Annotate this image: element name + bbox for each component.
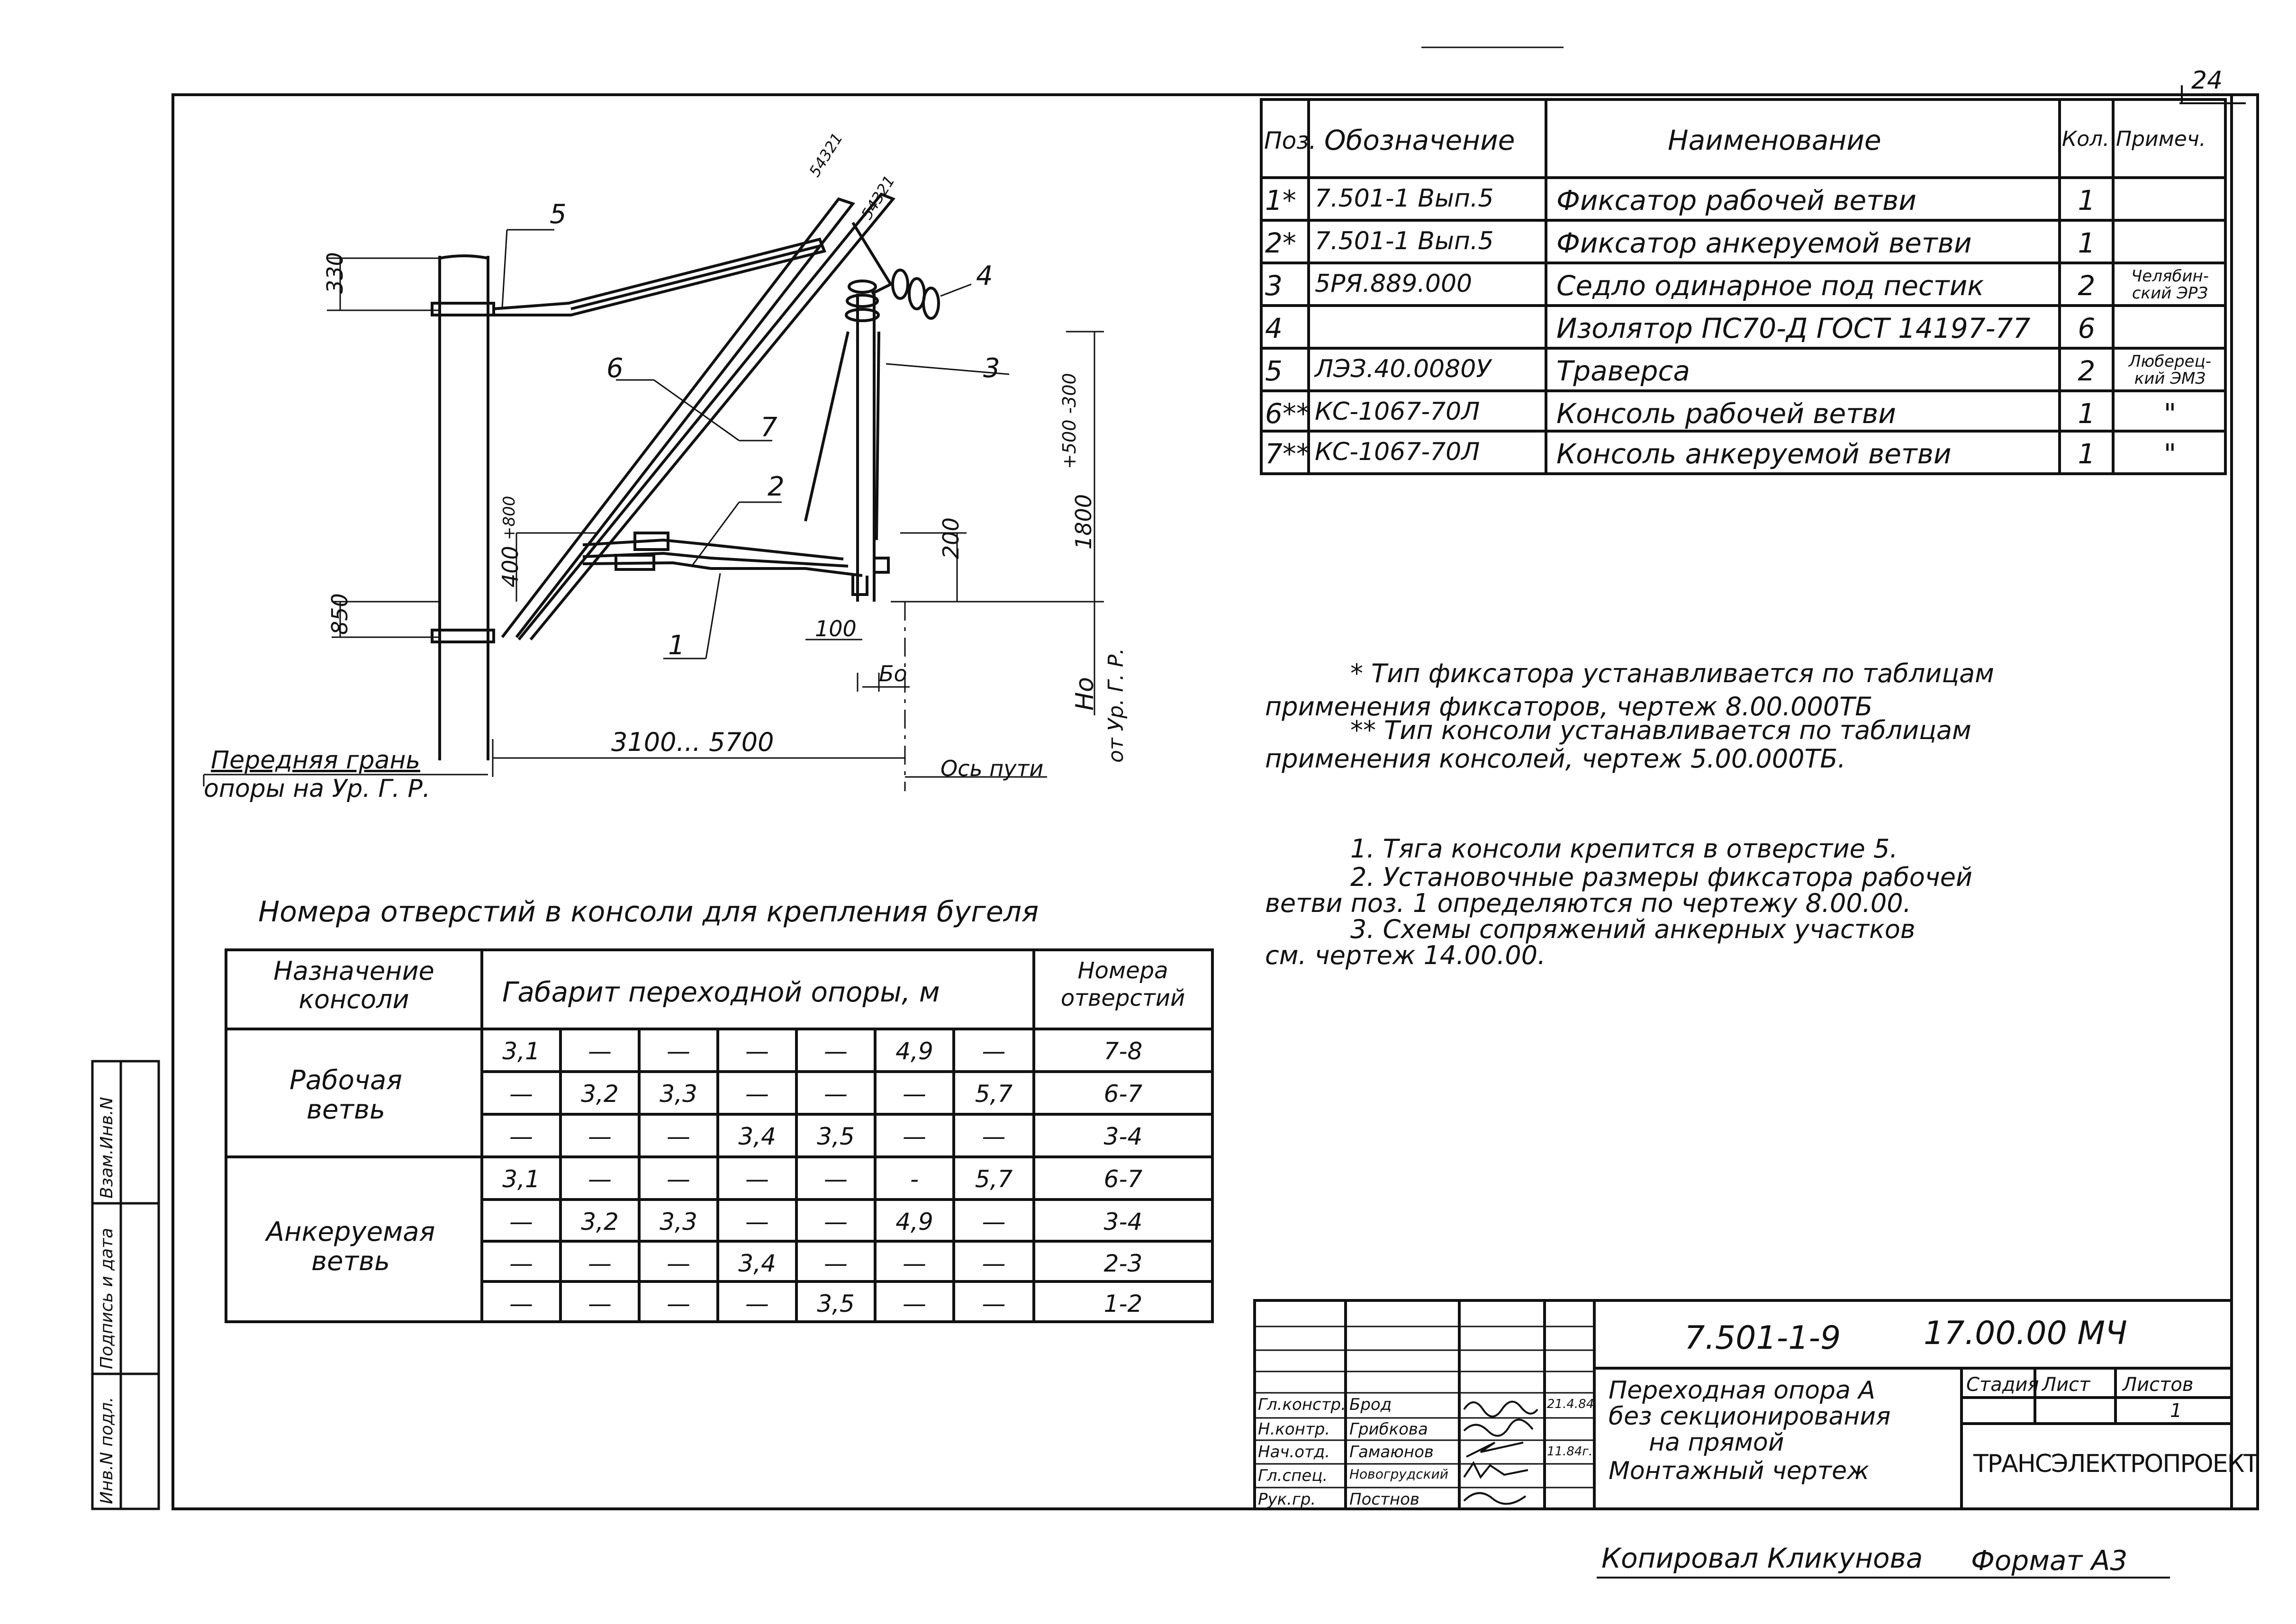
front-face-line1: Передняя грань bbox=[211, 746, 420, 775]
holes-cell-g2-r4-c8: 1-2 bbox=[1103, 1290, 1143, 1317]
holes-cell-g2-r3-c7: — bbox=[982, 1250, 1006, 1277]
note-star1-line1: * Тип фиксатора устанавливается по таблицам bbox=[1350, 659, 1994, 688]
holes-cell-g1-r2-c3: 3,3 bbox=[660, 1080, 697, 1108]
stamp-vzam: Взам.Инв.N bbox=[97, 1097, 117, 1199]
holes-cell-g2-r1-c6: - bbox=[910, 1165, 919, 1193]
holes-cell-g2-r3-c5: — bbox=[824, 1250, 848, 1277]
holes-cell-g2-r2-c6: 4,9 bbox=[895, 1208, 933, 1236]
tb-name-3: Гамаюнов bbox=[1349, 1443, 1434, 1462]
holes-cell-g1-r2-c4: — bbox=[745, 1080, 769, 1108]
spec-cell-r4-c3: Изолятор ПС70-Д ГОСТ 14197-77 bbox=[1556, 312, 2031, 344]
sheets-label: Листов bbox=[2123, 1374, 2194, 1396]
dim-1800: 1800 bbox=[1071, 494, 1096, 550]
callout-4: 4 bbox=[976, 261, 993, 291]
dim-bo: Бо bbox=[879, 661, 907, 686]
holes-cell-g1-r1-c5: — bbox=[824, 1038, 848, 1065]
tb-name-5: Постнов bbox=[1349, 1490, 1419, 1509]
spec-cell-r5-c4: 2 bbox=[2078, 355, 2096, 387]
holes-cell-g1-r2-c1: — bbox=[509, 1080, 533, 1108]
holes-cell-g2-r4-c2: — bbox=[588, 1290, 612, 1317]
holes-cell-g2-r2-c5: — bbox=[824, 1208, 848, 1236]
title-line4: Монтажный чертеж bbox=[1609, 1457, 1869, 1485]
holes-cell-g1-r2-c5: — bbox=[824, 1080, 848, 1108]
front-face-line2: опоры на Ур. Г. Р. bbox=[204, 775, 431, 803]
holes-cell-g2-r2-c4: — bbox=[745, 1208, 769, 1236]
holes-cell-g2-r4-c4: — bbox=[745, 1290, 769, 1317]
spec-cell-r7-c3: Консоль анкеруемой ветви bbox=[1556, 438, 1952, 470]
dim-1800-tolerance: +500 -300 bbox=[1059, 373, 1080, 469]
spec-header-name: Наименование bbox=[1668, 124, 1881, 156]
dim-400-tolerance: +800 bbox=[500, 496, 519, 540]
spec-cell-r5-c5: Люберец-кий ЭМЗ bbox=[2129, 352, 2211, 388]
dim-850: 850 bbox=[327, 593, 353, 635]
holes-cell-g2-r2-c8: 3-4 bbox=[1103, 1208, 1143, 1236]
spec-cell-r1-c1: 1* bbox=[1265, 184, 1296, 217]
tb-role-2: Н.контр. bbox=[1258, 1420, 1330, 1439]
tb-role-3: Нач.отд. bbox=[1258, 1443, 1330, 1462]
note-2-line2: ветви поз. 1 определяются по чертежу 8.00.00. bbox=[1265, 888, 1911, 918]
holes-cell-g2-r1-c8: 6-7 bbox=[1103, 1165, 1143, 1193]
sheets-value: 1 bbox=[2170, 1400, 2182, 1422]
holes-cell-g1-r3-c1: — bbox=[509, 1123, 533, 1150]
spec-cell-r4-c4: 6 bbox=[2078, 312, 2096, 344]
dim-span: 3100... 5700 bbox=[611, 727, 774, 757]
holes-cell-g2-r4-c3: — bbox=[667, 1290, 690, 1317]
doc-number: 17.00.00 МЧ bbox=[1924, 1315, 2127, 1352]
track-axis-label: Ось пути bbox=[940, 756, 1044, 781]
dim-400: 400 bbox=[497, 546, 523, 587]
holes-cell-g2-r3-c2: — bbox=[588, 1250, 612, 1277]
tb-role-4: Гл.спец. bbox=[1258, 1466, 1328, 1485]
dim-100: 100 bbox=[815, 616, 857, 641]
callout-3: 3 bbox=[983, 353, 1000, 384]
holes-cell-g2-r3-c4: 3,4 bbox=[738, 1250, 776, 1277]
spec-header-code: Обозначение bbox=[1324, 124, 1515, 156]
holes-cell-g2-r1-c3: — bbox=[667, 1165, 690, 1193]
sheet-label: Лист bbox=[2042, 1374, 2090, 1396]
holes-cell-g1-r3-c8: 3-4 bbox=[1103, 1123, 1143, 1150]
spec-cell-r5-c2: ЛЭЗ.40.0080У bbox=[1315, 355, 1491, 383]
spec-cell-r7-c5: " bbox=[2163, 438, 2177, 470]
spec-cell-r3-c1: 3 bbox=[1265, 270, 1283, 302]
spec-cell-r5-c3: Траверса bbox=[1556, 355, 1690, 387]
title-line1: Переходная опора А bbox=[1609, 1376, 1875, 1405]
holes-cell-g1-r1-c3: — bbox=[667, 1038, 690, 1065]
holes-cell-g1-r1-c8: 7-8 bbox=[1103, 1038, 1143, 1065]
stamp-podpis: Подпись и дата bbox=[97, 1227, 117, 1369]
tb-date-1: 21.4.84 bbox=[1547, 1397, 1594, 1411]
spec-cell-r6-c5: " bbox=[2163, 397, 2177, 430]
dim-ho-sub: от Ур. Г. Р. bbox=[1104, 648, 1128, 763]
spec-cell-r3-c3: Седло одинарное под пестик bbox=[1556, 270, 1984, 302]
stage-label: Стадия bbox=[1966, 1374, 2039, 1396]
spec-cell-r1-c4: 1 bbox=[2078, 184, 2096, 217]
dim-200: 200 bbox=[938, 517, 964, 559]
spec-cell-r4-c1: 4 bbox=[1265, 312, 1283, 344]
spec-cell-r1-c3: Фиксатор рабочей ветви bbox=[1556, 184, 1916, 217]
holes-cell-g1-r3-c5: 3,5 bbox=[817, 1123, 855, 1150]
callout-6: 6 bbox=[606, 353, 624, 384]
holes-cell-g1-r1-c6: 4,9 bbox=[895, 1038, 933, 1065]
note-1: 1. Тяга консоли крепится в отверстие 5. bbox=[1350, 834, 1898, 864]
holes-cell-g1-r2-c8: 6-7 bbox=[1103, 1080, 1143, 1108]
tb-role-1: Гл.констр. bbox=[1258, 1395, 1346, 1414]
callout-2: 2 bbox=[768, 471, 785, 502]
holes-cell-g1-r1-c4: — bbox=[745, 1038, 769, 1065]
holes-cell-g2-r1-c1: 3,1 bbox=[502, 1165, 540, 1193]
holes-cell-g2-r3-c3: — bbox=[667, 1250, 690, 1277]
holes-cell-g1-r1-c1: 3,1 bbox=[502, 1038, 540, 1065]
spec-cell-r2-c3: Фиксатор анкеруемой ветви bbox=[1556, 227, 1972, 259]
spec-cell-r2-c1: 2* bbox=[1265, 227, 1296, 259]
spec-cell-r6-c3: Консоль рабочей ветви bbox=[1556, 397, 1896, 430]
holes-cell-g2-r4-c1: — bbox=[509, 1290, 533, 1317]
doc-code: 7.501-1-9 bbox=[1684, 1319, 1841, 1357]
footer-format: Формат А3 bbox=[1971, 1544, 2128, 1577]
holes-cell-g2-r3-c6: — bbox=[903, 1250, 926, 1277]
stamp-inv-podl: Инв.N подл. bbox=[97, 1397, 117, 1504]
dim-330: 330 bbox=[322, 252, 348, 294]
holes-cell-g2-r3-c1: — bbox=[509, 1250, 533, 1277]
note-2-line1: 2. Установочные размеры фиксатора рабочей bbox=[1350, 862, 1973, 892]
footer-copied-by: Копировал Кликунова bbox=[1601, 1542, 1923, 1574]
holes-cell-g2-r4-c6: — bbox=[903, 1290, 926, 1317]
dim-ho: Но bbox=[1071, 677, 1099, 711]
tb-name-1: Брод bbox=[1349, 1395, 1392, 1414]
spec-cell-r5-c1: 5 bbox=[1265, 355, 1283, 387]
holes-header-holes: Номера отверстий bbox=[1060, 957, 1185, 1011]
holes-cell-g1-r3-c3: — bbox=[667, 1123, 690, 1150]
holes-cell-g1-r1-c2: — bbox=[588, 1038, 612, 1065]
callout-5: 5 bbox=[550, 199, 567, 230]
callout-1: 1 bbox=[668, 630, 685, 661]
holes-label-a: 54321 bbox=[805, 129, 847, 180]
title-line2: без секционирования bbox=[1609, 1402, 1891, 1431]
holes-cell-g2-r2-c7: — bbox=[982, 1208, 1006, 1236]
spec-cell-r6-c4: 1 bbox=[2078, 397, 2096, 430]
note-3-line1: 3. Схемы сопряжений анкерных участков bbox=[1350, 914, 1916, 944]
spec-header-pos: Поз. bbox=[1264, 127, 1317, 154]
holes-cell-g1-r3-c2: — bbox=[588, 1123, 612, 1150]
signatures bbox=[1464, 1402, 1537, 1504]
holes-table-title: Номера отверстий в консоли для крепления бугеля bbox=[258, 895, 1039, 929]
tb-name-2: Грибкова bbox=[1349, 1420, 1428, 1439]
holes-cell-g2-r2-c2: 3,2 bbox=[581, 1208, 619, 1236]
note-3-line2: см. чертеж 14.00.00. bbox=[1265, 940, 1546, 970]
spec-cell-r3-c4: 2 bbox=[2078, 270, 2096, 302]
holes-cell-g2-r2-c3: 3,3 bbox=[660, 1208, 697, 1236]
holes-header-purpose: Назначение консоли bbox=[273, 956, 434, 1014]
page-number: 24 bbox=[2191, 66, 2223, 95]
spec-cell-r2-c4: 1 bbox=[2078, 227, 2096, 259]
holes-cell-g2-r1-c7: 5,7 bbox=[975, 1165, 1013, 1193]
holes-cell-g2-r1-c4: — bbox=[745, 1165, 769, 1193]
spec-header-qty: Кол. bbox=[2062, 127, 2110, 151]
tb-role-5: Рук.гр. bbox=[1258, 1490, 1316, 1509]
callout-7: 7 bbox=[760, 412, 777, 443]
holes-group-working: Рабочая ветвь bbox=[289, 1065, 402, 1125]
holes-cell-g1-r3-c4: 3,4 bbox=[738, 1123, 776, 1150]
holes-cell-g2-r1-c5: — bbox=[824, 1165, 848, 1193]
organization-name: ТРАНСЭЛЕКТРОПРОЕКТ bbox=[1973, 1450, 2258, 1478]
spec-cell-r7-c4: 1 bbox=[2078, 438, 2096, 470]
holes-cell-g1-r3-c6: — bbox=[903, 1123, 926, 1150]
holes-group-anchored: Анкеруемая ветвь bbox=[266, 1217, 435, 1277]
tb-name-4: Новогрудский bbox=[1349, 1466, 1448, 1482]
tb-date-3: 11.84г. bbox=[1547, 1444, 1593, 1459]
spec-cell-r6-c1: 6** bbox=[1265, 397, 1310, 430]
holes-label-b: 54321 bbox=[858, 172, 899, 223]
spec-cell-r3-c5: Челябин-ский ЭРЗ bbox=[2131, 267, 2209, 303]
spec-cell-r7-c1: 7** bbox=[1265, 438, 1310, 470]
holes-cell-g2-r4-c5: 3,5 bbox=[817, 1290, 855, 1317]
spec-cell-r3-c2: 5РЯ.889.000 bbox=[1315, 270, 1473, 298]
holes-cell-g2-r1-c2: — bbox=[588, 1165, 612, 1193]
holes-cell-g1-r3-c7: — bbox=[982, 1123, 1006, 1150]
title-line3: на прямой bbox=[1649, 1428, 1784, 1457]
holes-cell-g2-r4-c7: — bbox=[982, 1290, 1006, 1317]
note-star2-line2: применения консолей, чертеж 5.00.000ТБ. bbox=[1265, 744, 1846, 774]
holes-cell-g1-r2-c7: 5,7 bbox=[975, 1080, 1013, 1108]
holes-header-gabarit: Габарит переходной опоры, м bbox=[502, 976, 940, 1008]
holes-cell-g1-r2-c6: — bbox=[903, 1080, 926, 1108]
spec-header-note: Примеч. bbox=[2116, 127, 2206, 151]
holes-cell-g2-r2-c1: — bbox=[509, 1208, 533, 1236]
holes-cell-g1-r1-c7: — bbox=[982, 1038, 1006, 1065]
spec-cell-r6-c2: КС-1067-70Л bbox=[1315, 397, 1480, 426]
note-star1-line2: применения фиксаторов, чертеж 8.00.000ТБ bbox=[1265, 692, 1873, 722]
holes-cell-g1-r2-c2: 3,2 bbox=[581, 1080, 619, 1108]
note-star2-line1: ** Тип консоли устанавливается по таблицам bbox=[1350, 715, 1971, 745]
holes-cell-g2-r3-c8: 2-3 bbox=[1103, 1250, 1143, 1277]
spec-cell-r7-c2: КС-1067-70Л bbox=[1315, 438, 1480, 466]
spec-cell-r2-c2: 7.501-1 Вып.5 bbox=[1315, 227, 1494, 255]
spec-cell-r1-c2: 7.501-1 Вып.5 bbox=[1315, 184, 1494, 213]
